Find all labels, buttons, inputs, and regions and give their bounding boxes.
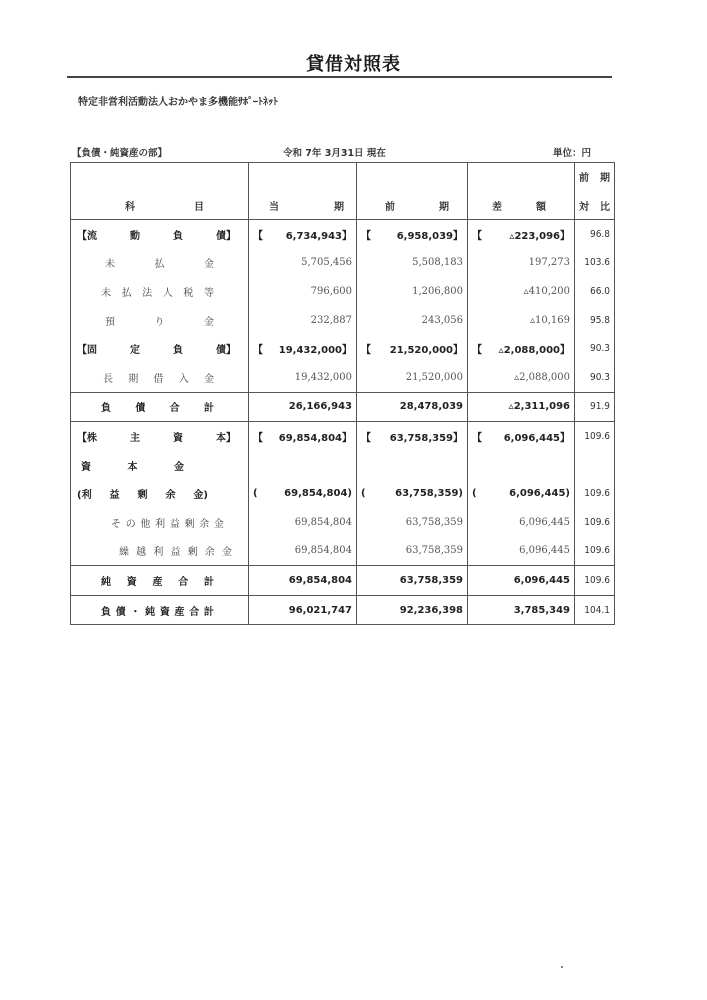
row-label bbox=[71, 363, 249, 392]
close-bracket: ) bbox=[565, 488, 570, 500]
cell-value: 96,021,747 bbox=[288, 604, 352, 616]
row-label-char: 未 bbox=[105, 259, 115, 271]
cell-ratio: 109.6 bbox=[575, 566, 615, 596]
cell-value: ▵2,088,000 bbox=[498, 345, 560, 357]
row-label bbox=[71, 306, 249, 335]
header-current bbox=[249, 163, 357, 220]
cell-value: ▵2,311,096 bbox=[508, 401, 570, 413]
row-label-char: 未 bbox=[101, 287, 111, 299]
cell-ratio: 109.6 bbox=[575, 508, 615, 537]
row-label-char: 金 bbox=[204, 259, 214, 271]
cell-current bbox=[249, 277, 357, 306]
cell-difference bbox=[468, 422, 575, 451]
cell-value: 1,206,800 bbox=[412, 285, 463, 297]
close-bracket: ) bbox=[458, 488, 463, 500]
close-bracket: 】 bbox=[560, 432, 570, 444]
row-label bbox=[71, 451, 249, 480]
row-label-char: 計 bbox=[204, 576, 214, 588]
cell-ratio: 109.6 bbox=[575, 422, 615, 451]
cell-previous bbox=[357, 277, 468, 306]
table-row bbox=[71, 249, 615, 278]
row-label bbox=[71, 508, 249, 537]
row-label-char: 利 bbox=[153, 547, 164, 559]
row-label-char: 本 bbox=[127, 461, 138, 473]
row-label-char: 【流 bbox=[77, 230, 97, 242]
row-label bbox=[71, 537, 249, 566]
row-label-char: 借 bbox=[153, 373, 164, 385]
header-ratio-char: 対 bbox=[579, 202, 589, 213]
cell-value: 63,758,359 bbox=[399, 574, 463, 586]
open-bracket: ( bbox=[472, 488, 477, 500]
cell-current bbox=[249, 566, 357, 596]
cell-difference bbox=[468, 479, 575, 508]
row-label-char: 余 bbox=[165, 490, 176, 502]
cell-value: 69,854,804 bbox=[288, 574, 352, 586]
row-label bbox=[71, 392, 249, 422]
cell-value: 6,096,445 bbox=[519, 516, 570, 528]
row-label-char: 人 bbox=[162, 287, 173, 299]
cell-current bbox=[249, 537, 357, 566]
cell-difference bbox=[468, 451, 575, 480]
header-previous bbox=[357, 163, 468, 220]
header-previous-char: 前 bbox=[385, 202, 395, 213]
cell-current bbox=[249, 479, 357, 508]
row-label-char: 合 bbox=[169, 403, 180, 415]
unit-label: 単位：円 bbox=[553, 148, 592, 159]
row-label bbox=[71, 566, 249, 596]
table-row bbox=[71, 479, 615, 508]
row-label-char: 計 bbox=[203, 606, 214, 618]
row-label bbox=[71, 334, 249, 363]
row-label-char: 【固 bbox=[77, 345, 97, 357]
open-bracket: 【 bbox=[361, 345, 371, 357]
cell-ratio: 109.6 bbox=[575, 479, 615, 508]
row-label-char: 金 bbox=[174, 461, 184, 473]
cell-current bbox=[249, 422, 357, 451]
cell-value: 21,520,000 bbox=[389, 345, 453, 357]
row-label-char: 税 bbox=[183, 287, 194, 299]
row-label-char: 計 bbox=[203, 403, 214, 415]
open-bracket: 【 bbox=[472, 432, 482, 444]
cell-difference bbox=[468, 566, 575, 596]
cell-difference bbox=[468, 537, 575, 566]
header-ratio-char: 比 bbox=[600, 202, 610, 213]
row-label-char: 負 bbox=[101, 606, 111, 618]
close-bracket: 】 bbox=[453, 432, 463, 444]
open-bracket: ( bbox=[253, 488, 258, 500]
close-bracket: 】 bbox=[342, 230, 352, 242]
cell-value: 5,705,456 bbox=[301, 257, 352, 269]
cell-difference bbox=[468, 277, 575, 306]
close-bracket: ) bbox=[347, 488, 352, 500]
cell-current bbox=[249, 595, 357, 625]
cell-value: 796,600 bbox=[310, 285, 352, 297]
cell-value: 69,854,804 bbox=[294, 516, 352, 528]
cell-current bbox=[249, 249, 357, 278]
row-label-char: 益 bbox=[109, 490, 120, 502]
table-row bbox=[71, 306, 615, 335]
cell-value: 69,854,804 bbox=[294, 545, 352, 557]
row-label-char: 資 bbox=[81, 461, 91, 473]
cell-value: 232,887 bbox=[310, 314, 352, 326]
row-label-char: り bbox=[154, 316, 165, 328]
cell-value: 6,734,943 bbox=[285, 230, 342, 242]
row-label-char: 金) bbox=[193, 490, 208, 502]
cell-current bbox=[249, 392, 357, 422]
cell-value: 5,508,183 bbox=[412, 257, 463, 269]
cell-value: 243,056 bbox=[421, 314, 463, 326]
cell-previous bbox=[357, 479, 468, 508]
close-bracket: 】 bbox=[342, 432, 352, 444]
row-label-char: 繰 bbox=[119, 547, 129, 559]
close-bracket: 】 bbox=[560, 345, 570, 357]
row-label-char: 資 bbox=[126, 576, 137, 588]
cell-value: 6,096,445 bbox=[513, 574, 570, 586]
row-label-char: 債 bbox=[115, 606, 126, 618]
header-difference-char: 差 bbox=[492, 202, 502, 213]
cell-ratio: 109.6 bbox=[575, 537, 615, 566]
table-row bbox=[71, 422, 615, 451]
row-label-char: 他 bbox=[140, 518, 151, 530]
header-item bbox=[71, 163, 249, 220]
cell-value: 26,166,943 bbox=[288, 401, 352, 413]
cell-previous bbox=[357, 566, 468, 596]
organization-name: 特定非営利活動法人おかやま多機能ｻﾎﾟｰﾄﾈｯﾄ bbox=[78, 97, 278, 108]
row-label bbox=[71, 422, 249, 451]
cell-ratio: 104.1 bbox=[575, 595, 615, 625]
document-title: 貸借対照表 bbox=[306, 54, 401, 75]
open-bracket: 【 bbox=[472, 230, 482, 242]
row-label-char: 本】 bbox=[216, 432, 236, 444]
row-label-char: 合 bbox=[178, 576, 189, 588]
header-current-char: 当 bbox=[269, 202, 279, 213]
row-label-char: 動 bbox=[130, 230, 140, 242]
row-label-char: 長 bbox=[103, 373, 113, 385]
cell-value: 19,432,000 bbox=[278, 345, 342, 357]
cell-previous bbox=[357, 422, 468, 451]
cell-difference bbox=[468, 392, 575, 422]
cell-difference bbox=[468, 334, 575, 363]
close-bracket: 】 bbox=[453, 230, 463, 242]
row-label-char: 負 bbox=[173, 230, 183, 242]
open-bracket: 【 bbox=[253, 345, 263, 357]
cell-ratio: 91.9 bbox=[575, 392, 615, 422]
row-label bbox=[71, 277, 249, 306]
header-item-char: 科 bbox=[125, 202, 135, 213]
table-row bbox=[71, 566, 615, 596]
row-label-char: 金 bbox=[213, 518, 224, 530]
row-label bbox=[71, 595, 249, 625]
cell-value: 92,236,398 bbox=[399, 604, 463, 616]
table-row bbox=[71, 508, 615, 537]
row-label bbox=[71, 479, 249, 508]
row-label-char: 産 bbox=[152, 576, 163, 588]
cell-value: 63,758,359 bbox=[395, 488, 459, 500]
row-label-char: 余 bbox=[204, 547, 215, 559]
row-label-char: 余 bbox=[199, 518, 210, 530]
row-label-char: ・ bbox=[130, 606, 141, 618]
section-label: 【負債・純資産の部】 bbox=[72, 148, 168, 159]
cell-value: 6,096,445 bbox=[503, 432, 560, 444]
cell-difference bbox=[468, 249, 575, 278]
cell-value: ▵2,088,000 bbox=[514, 371, 570, 383]
cell-current bbox=[249, 508, 357, 537]
cell-previous bbox=[357, 249, 468, 278]
header-ratio-char: 期 bbox=[600, 173, 610, 184]
row-label-char: 利 bbox=[155, 518, 166, 530]
table-row bbox=[71, 334, 615, 363]
close-bracket: 】 bbox=[453, 345, 463, 357]
table-row bbox=[71, 537, 615, 566]
table-header-row bbox=[71, 163, 615, 220]
as-of-date: 令和 7年 3月31日 現在 bbox=[283, 148, 386, 159]
row-label-char: 金 bbox=[204, 316, 214, 328]
cell-difference bbox=[468, 595, 575, 625]
cell-value: 197,273 bbox=[528, 257, 570, 269]
header-current-char: 期 bbox=[334, 202, 344, 213]
row-label-char: 合 bbox=[189, 606, 200, 618]
row-label-char: 払 bbox=[121, 287, 132, 299]
cell-value: ▵223,096 bbox=[509, 230, 560, 242]
table-row bbox=[71, 277, 615, 306]
cell-ratio: 95.8 bbox=[575, 306, 615, 335]
cell-previous bbox=[357, 451, 468, 480]
open-bracket: 【 bbox=[361, 432, 371, 444]
row-label-char: 等 bbox=[203, 287, 214, 299]
cell-value: 6,096,445 bbox=[509, 488, 566, 500]
cell-ratio: 90.3 bbox=[575, 363, 615, 392]
row-label-char: の bbox=[125, 518, 136, 530]
header-ratio-char: 前 bbox=[579, 173, 589, 184]
open-bracket: ( bbox=[361, 488, 366, 500]
open-bracket: 【 bbox=[253, 230, 263, 242]
cell-value: 6,096,445 bbox=[519, 545, 570, 557]
row-label-char: 純 bbox=[145, 606, 156, 618]
row-label-char: 負 bbox=[173, 345, 183, 357]
cell-ratio: 103.6 bbox=[575, 249, 615, 278]
cell-difference bbox=[468, 508, 575, 537]
cell-ratio: 90.3 bbox=[575, 334, 615, 363]
row-label-char: 越 bbox=[136, 547, 147, 559]
cell-current bbox=[249, 220, 357, 249]
row-label-char: 金 bbox=[221, 547, 232, 559]
close-bracket: 】 bbox=[560, 230, 570, 242]
cell-ratio: 66.0 bbox=[575, 277, 615, 306]
cell-value: 63,758,359 bbox=[405, 516, 463, 528]
row-label-char: 負 bbox=[101, 403, 111, 415]
cell-previous bbox=[357, 363, 468, 392]
row-label-char: そ bbox=[111, 518, 121, 530]
row-label-char: 産 bbox=[174, 606, 185, 618]
cell-previous bbox=[357, 392, 468, 422]
table-row bbox=[71, 220, 615, 249]
cell-previous bbox=[357, 508, 468, 537]
cell-value: 69,854,804 bbox=[278, 432, 342, 444]
cell-difference bbox=[468, 306, 575, 335]
cell-value: ▵410,200 bbox=[523, 285, 570, 297]
cell-value: 63,758,359 bbox=[389, 432, 453, 444]
header-ratio bbox=[575, 163, 615, 220]
header-item-char: 目 bbox=[194, 202, 204, 213]
row-label bbox=[71, 249, 249, 278]
cell-value: ▵10,169 bbox=[529, 314, 570, 326]
row-label-char: 【株 bbox=[77, 432, 97, 444]
cell-value: 69,854,804 bbox=[284, 488, 348, 500]
title-underline bbox=[67, 76, 612, 78]
row-label-char: 主 bbox=[130, 432, 140, 444]
table-row bbox=[71, 392, 615, 422]
scan-speck bbox=[561, 966, 563, 968]
row-label-char: 債 bbox=[135, 403, 146, 415]
cell-value: 19,432,000 bbox=[294, 371, 352, 383]
row-label-char: 益 bbox=[170, 547, 181, 559]
row-label-char: 剰 bbox=[184, 518, 195, 530]
row-label-char: 債】 bbox=[216, 345, 236, 357]
table-row bbox=[71, 363, 615, 392]
cell-difference bbox=[468, 220, 575, 249]
cell-ratio bbox=[575, 451, 615, 480]
cell-difference bbox=[468, 363, 575, 392]
header-difference-char: 額 bbox=[536, 202, 546, 213]
cell-previous bbox=[357, 595, 468, 625]
table-row bbox=[71, 595, 615, 625]
row-label-char: 資 bbox=[173, 432, 183, 444]
cell-previous bbox=[357, 306, 468, 335]
open-bracket: 【 bbox=[472, 345, 482, 357]
cell-current bbox=[249, 306, 357, 335]
row-label-char: 債】 bbox=[216, 230, 236, 242]
row-label-char: 金 bbox=[204, 373, 214, 385]
close-bracket: 】 bbox=[342, 345, 352, 357]
cell-previous bbox=[357, 537, 468, 566]
row-label bbox=[71, 220, 249, 249]
header-difference bbox=[468, 163, 575, 220]
row-label-char: 定 bbox=[130, 345, 140, 357]
cell-previous bbox=[357, 334, 468, 363]
row-label-char: 剰 bbox=[137, 490, 148, 502]
row-label-char: 純 bbox=[101, 576, 111, 588]
row-label-char: 払 bbox=[154, 259, 165, 271]
row-label-char: 法 bbox=[142, 287, 153, 299]
open-bracket: 【 bbox=[361, 230, 371, 242]
cell-ratio: 96.8 bbox=[575, 220, 615, 249]
row-label-char: (利 bbox=[77, 490, 92, 502]
balance-sheet-table bbox=[70, 162, 615, 625]
cell-value: 3,785,349 bbox=[513, 604, 570, 616]
cell-previous bbox=[357, 220, 468, 249]
table-body bbox=[71, 220, 615, 625]
cell-current bbox=[249, 334, 357, 363]
cell-value: 28,478,039 bbox=[399, 401, 463, 413]
row-label-char: 期 bbox=[128, 373, 139, 385]
header-previous-char: 期 bbox=[439, 202, 449, 213]
open-bracket: 【 bbox=[253, 432, 263, 444]
cell-value: 63,758,359 bbox=[405, 545, 463, 557]
row-label-char: 益 bbox=[169, 518, 180, 530]
row-label-char: 資 bbox=[159, 606, 170, 618]
row-label-char: 預 bbox=[105, 316, 115, 328]
row-label-char: 入 bbox=[178, 373, 189, 385]
cell-current bbox=[249, 363, 357, 392]
row-label-char: 剰 bbox=[187, 547, 198, 559]
cell-value: 21,520,000 bbox=[405, 371, 463, 383]
cell-current bbox=[249, 451, 357, 480]
cell-value: 6,958,039 bbox=[396, 230, 453, 242]
table-row bbox=[71, 451, 615, 480]
